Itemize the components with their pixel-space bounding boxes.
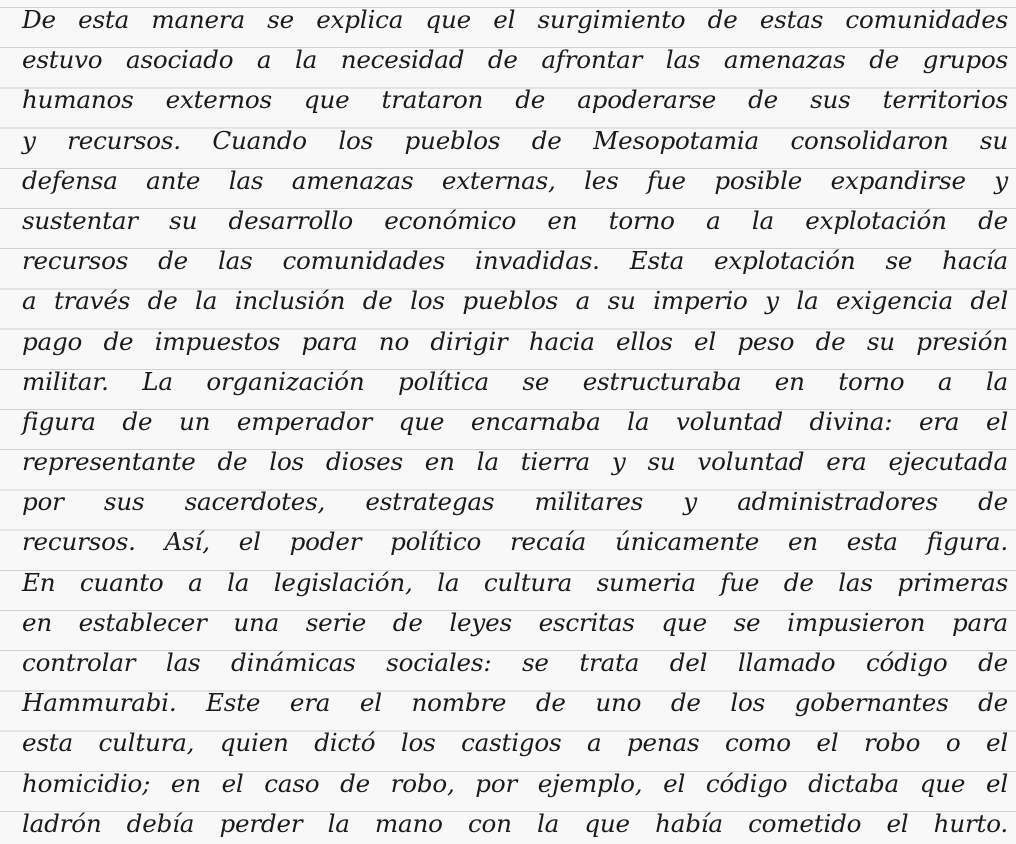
text-line-18: Hammurabi. Este era el nombre de uno de los gobernantes de [22, 688, 1008, 718]
text-line-14: recursos. Así, el poder político recaía únicamente en esta figura. [22, 527, 1008, 557]
text-line-1: De esta manera se explica que el surgimiento de estas comunidades [22, 5, 1008, 34]
text-line-2: estuvo asociado a la necesidad de afrontar las amenazas de grupos [22, 45, 1008, 75]
text-line-10: militar. La organización política se estructuraba en torno a la [22, 366, 1008, 396]
text-line-8: a través de la inclusión de los pueblos a su imperio y la exigencia del [22, 286, 1008, 316]
text-line-9: pago de impuestos para no dirigir hacia ellos el peso de su presión [22, 326, 1008, 356]
text-line-5: defensa ante las amenazas externas, les fue posible expandirse y [22, 165, 1008, 195]
text-line-15: En cuanto a la legislación, la cultura sumeria fue de las primeras [22, 567, 1008, 597]
text-line-17: controlar las dinámicas sociales: se trata del llamado código de [22, 648, 1008, 677]
text-line-4: y recursos. Cuando los pueblos de Mesopotamia consolidaron su [22, 125, 1008, 155]
text-line-19: esta cultura, quien dictó los castigos a penas como el robo o el [22, 728, 1008, 758]
text-line-3: humanos externos que trataron de apoderarse de sus territorios [22, 85, 1008, 115]
text-line-11: figura de un emperador que encarnaba la voluntad divina: era el [22, 406, 1008, 436]
text-line-6: sustentar su desarrollo económico en torno a la explotación de [22, 205, 1008, 235]
body-paragraph [22, 0, 1008, 844]
text-line-20: homicidio; en el caso de robo, por ejemplo, el código dictaba que el [22, 768, 1008, 798]
text-line-7: recursos de las comunidades invadidas. Esta explotación se hacía [22, 246, 1008, 276]
text-line-21: ladrón debía perder la mano con la que había cometido el hurto. [22, 808, 1008, 838]
text-line-12: representante de los dioses en la tierra y su voluntad era ejecutada [22, 447, 1008, 477]
text-line-16: en establecer una serie de leyes escritas que se impusieron para [22, 607, 1008, 637]
text-line-13: por sus sacerdotes, estrategas militares y administradores de [22, 487, 1008, 517]
